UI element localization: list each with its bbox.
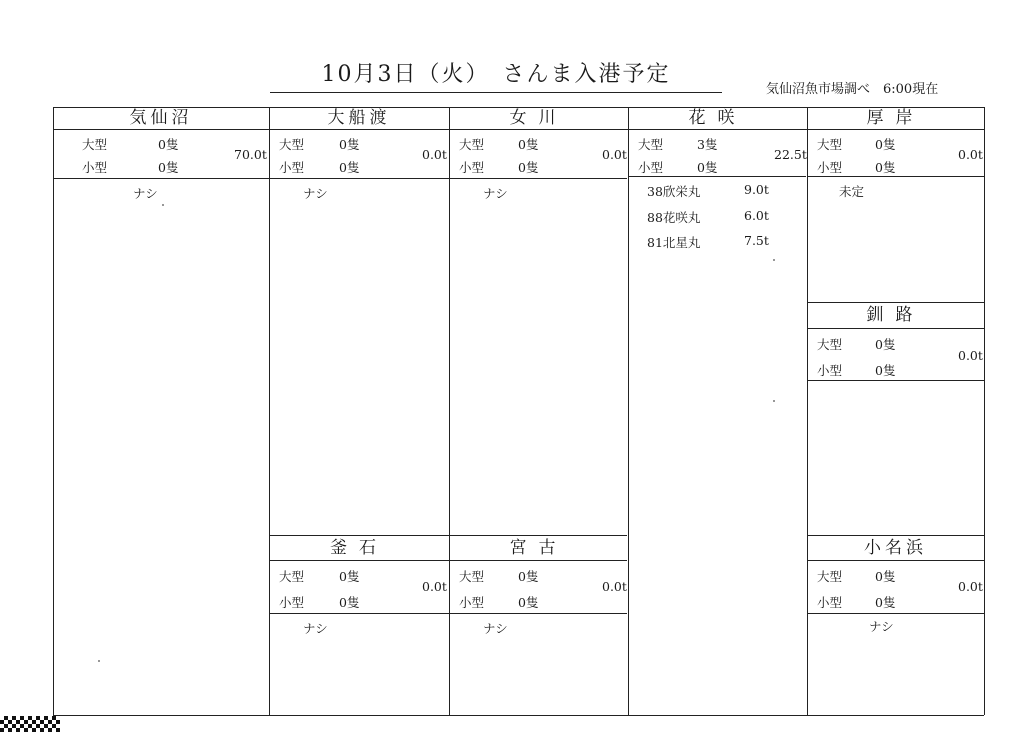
large-count: 0隻 — [518, 137, 539, 152]
port-name: 釜石 — [330, 538, 388, 558]
small-count: 0隻 — [339, 595, 360, 610]
small-label: 小型 — [279, 595, 305, 610]
small-count: 0隻 — [518, 160, 539, 175]
small-label: 小型 — [459, 595, 485, 610]
small-label: 小型 — [459, 160, 485, 175]
large-count: 0隻 — [339, 569, 360, 584]
small-count: 0隻 — [875, 363, 896, 378]
tonnage: 0.0t — [602, 147, 627, 162]
scan-speck — [773, 259, 775, 261]
small-label: 小型 — [279, 160, 305, 175]
small-count: 0隻 — [518, 595, 539, 610]
ship-tonnage: 9.0t — [744, 182, 769, 197]
small-count: 0隻 — [875, 160, 896, 175]
large-count: 0隻 — [875, 137, 896, 152]
port-name: 気仙沼 — [129, 108, 193, 128]
large-label: 大型 — [638, 137, 664, 152]
tonnage: 0.0t — [958, 348, 983, 363]
large-count: 0隻 — [158, 137, 179, 152]
large-count: 0隻 — [518, 569, 539, 584]
ship-name: 38欣栄丸 — [647, 184, 701, 199]
note: ナシ — [869, 619, 894, 634]
port-name: 花咲 — [688, 108, 747, 128]
scan-edge-pattern — [0, 716, 60, 732]
large-count: 0隻 — [339, 137, 360, 152]
large-count: 0隻 — [875, 337, 896, 352]
ship-name: 88花咲丸 — [647, 210, 701, 225]
source-note: 気仙沼魚市場調べ 6:00現在 — [766, 82, 939, 97]
small-count: 0隻 — [158, 160, 179, 175]
large-label: 大型 — [817, 337, 843, 352]
ship-tonnage: 6.0t — [744, 208, 769, 223]
note: ナシ — [483, 621, 508, 636]
large-label: 大型 — [459, 569, 485, 584]
scan-speck — [773, 400, 775, 402]
note: 未定 — [839, 184, 865, 199]
large-count: 3隻 — [697, 137, 718, 152]
large-label: 大型 — [279, 137, 305, 152]
scan-speck — [98, 660, 100, 662]
small-count: 0隻 — [339, 160, 360, 175]
port-name: 厚岸 — [866, 108, 925, 128]
large-label: 大型 — [817, 137, 843, 152]
scan-speck — [162, 204, 164, 206]
page-title: 10月3日（火） さんま入港予定 — [270, 58, 722, 93]
large-label: 大型 — [459, 137, 485, 152]
note: ナシ — [303, 621, 328, 636]
large-label: 大型 — [279, 569, 305, 584]
port-name: 大船渡 — [327, 108, 391, 128]
note: ナシ — [133, 186, 158, 201]
port-name: 女川 — [509, 108, 568, 128]
small-count: 0隻 — [697, 160, 718, 175]
note: ナシ — [483, 186, 508, 201]
port-name: 釧路 — [866, 305, 925, 325]
tonnage: 0.0t — [422, 579, 447, 594]
small-label: 小型 — [638, 160, 664, 175]
small-label: 小型 — [817, 595, 843, 610]
small-count: 0隻 — [875, 595, 896, 610]
ship-name: 81北星丸 — [647, 235, 701, 250]
tonnage: 0.0t — [958, 147, 983, 162]
tonnage: 22.5t — [774, 147, 807, 162]
large-label: 大型 — [817, 569, 843, 584]
tonnage: 0.0t — [422, 147, 447, 162]
small-label: 小型 — [817, 363, 843, 378]
tonnage: 70.0t — [234, 147, 267, 162]
large-count: 0隻 — [875, 569, 896, 584]
ship-tonnage: 7.5t — [744, 233, 769, 248]
note: ナシ — [303, 186, 328, 201]
tonnage: 0.0t — [958, 579, 983, 594]
tonnage: 0.0t — [602, 579, 627, 594]
large-label: 大型 — [82, 137, 108, 152]
small-label: 小型 — [817, 160, 843, 175]
port-name: 小名浜 — [864, 538, 927, 558]
port-name: 宮古 — [509, 538, 568, 558]
small-label: 小型 — [82, 160, 108, 175]
